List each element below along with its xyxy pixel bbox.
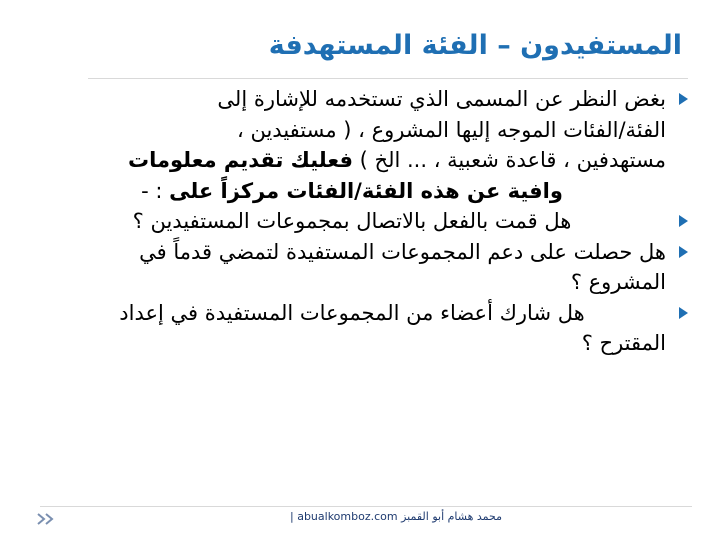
text: الفئة/الفئات الموجه إليها المشروع ، ( مستفيدين ، — [237, 117, 666, 142]
bold-text: وافية عن هذه الفئة/الفئات مركزاً على — [169, 178, 563, 203]
bullet-line — [38, 145, 666, 176]
text: مستهدفين ، قاعدة شعبية ، ... الخ ) — [352, 148, 666, 172]
title-divider — [88, 78, 688, 79]
footer-divider — [40, 506, 692, 507]
bullet-line — [38, 206, 666, 237]
bullet-line — [38, 115, 666, 146]
text: هل قمت بالفعل بالاتصال بمجموعات المستفيدين ؟ — [132, 209, 572, 233]
bullet-item — [38, 84, 688, 206]
text: بغض النظر عن المسمى الذي تستخدمه للإشارة إلى — [217, 87, 666, 111]
bullet-line — [38, 176, 666, 207]
bullet-item — [38, 298, 688, 359]
text: : - — [141, 178, 170, 203]
bullet-line — [38, 267, 666, 298]
double-chevron-icon[interactable] — [35, 512, 57, 526]
footer-separator: | — [290, 510, 298, 523]
footer-author: محمد هشام أبو القمبز — [401, 510, 503, 523]
text: هل حصلت على دعم المجموعات المستفيدة لتمضي قدماً في — [139, 239, 666, 264]
bold-text: فعليك تقديم معلومات — [127, 148, 353, 172]
bullet-line — [38, 84, 666, 115]
footer — [290, 510, 530, 523]
bullet-line — [38, 237, 666, 268]
bullet-triangle-icon — [679, 93, 688, 105]
text: المشروع ؟ — [570, 270, 666, 294]
bullet-line — [38, 328, 666, 359]
bullet-item — [38, 206, 688, 237]
text: هل شارك أعضاء من المجموعات المستفيدة في إعداد — [119, 300, 585, 325]
bullet-triangle-icon — [679, 215, 688, 227]
slide-title: المستفيدون – الفئة المستهدفة — [268, 30, 682, 61]
bullet-triangle-icon — [679, 307, 688, 319]
bullet-list — [38, 84, 688, 359]
bullet-line — [38, 298, 666, 329]
text: المقترح ؟ — [581, 331, 666, 355]
bullet-item — [38, 237, 688, 298]
bullet-triangle-icon — [679, 246, 688, 258]
footer-site: abualkomboz.com — [297, 510, 398, 523]
